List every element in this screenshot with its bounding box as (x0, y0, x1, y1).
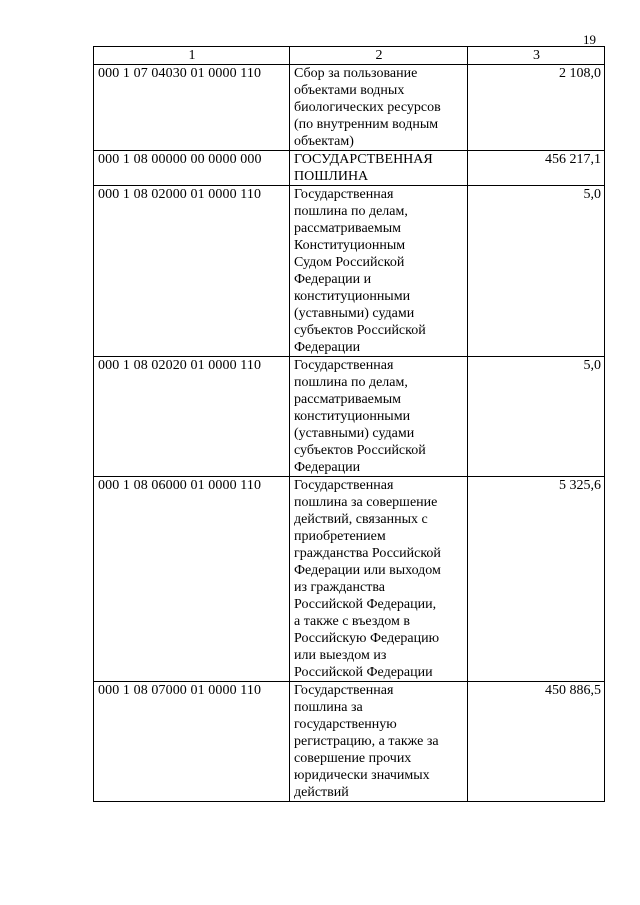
revenue-name-line: действий (294, 785, 349, 800)
revenue-name-line: Судом Российской (294, 255, 405, 270)
page-number: 19 (583, 32, 596, 47)
table-row (94, 65, 605, 151)
amount-cell: 2 108,0 (468, 65, 605, 151)
revenue-name-line: Государственная (294, 358, 394, 373)
revenue-name-line: из гражданства (294, 580, 385, 595)
revenue-name-line: (уставными) судами (294, 306, 415, 321)
table-row (94, 357, 605, 477)
header-row (94, 47, 605, 65)
table-header (94, 47, 605, 65)
revenue-name-line: пошлина по делам, (294, 375, 408, 390)
revenue-name-line: Российской Федерации, (294, 597, 437, 612)
revenue-name-line: государственную (294, 717, 397, 732)
revenue-name-line: субъектов Российской (294, 323, 426, 338)
header-col-1: 1 (94, 47, 290, 65)
table-body (94, 65, 605, 802)
revenue-name-line: (по внутренним водным (294, 117, 439, 132)
revenue-name-line: ПОШЛИНА (294, 169, 369, 184)
revenue-name-line: Федерации (294, 460, 361, 475)
header-col-2: 2 (290, 47, 468, 65)
revenue-name-line: конституционными (294, 289, 411, 304)
revenue-name-line: Российской Федерации (294, 665, 433, 680)
revenue-name-line: регистрацию, а также за (294, 734, 439, 749)
revenue-name-cell (290, 477, 468, 682)
revenue-name-line: Федерации (294, 340, 361, 355)
revenue-name-line: или выездом из (294, 648, 387, 663)
revenue-name-line: пошлина за (294, 700, 363, 715)
revenue-name-line: Российскую Федерацию (294, 631, 440, 646)
budget-code-cell: 000 1 08 07000 01 0000 110 (94, 682, 290, 802)
amount-cell: 456 217,1 (468, 151, 605, 186)
revenue-name-cell (290, 65, 468, 151)
revenue-name-line: пошлина за совершение (294, 495, 438, 510)
revenue-name-line: объектами водных (294, 83, 405, 98)
revenue-name-line: Государственная (294, 683, 394, 698)
revenue-name-line: Сбор за пользование (294, 66, 418, 81)
budget-code-cell: 000 1 08 02020 01 0000 110 (94, 357, 290, 477)
table-row (94, 477, 605, 682)
revenue-name-cell (290, 151, 468, 186)
revenue-name-line: Государственная (294, 478, 394, 493)
revenue-name-line: субъектов Российской (294, 443, 426, 458)
revenue-name-line: ГОСУДАРСТВЕННАЯ (294, 152, 433, 167)
budget-code-cell: 000 1 08 06000 01 0000 110 (94, 477, 290, 682)
revenue-table (93, 46, 605, 802)
amount-cell: 5,0 (468, 186, 605, 357)
revenue-name-line: Федерации или выходом (294, 563, 441, 578)
revenue-name-line: совершение прочих (294, 751, 412, 766)
revenue-name-line: гражданства Российской (294, 546, 441, 561)
revenue-name-line: действий, связанных с (294, 512, 428, 527)
amount-cell: 5,0 (468, 357, 605, 477)
revenue-name-line: рассматриваемым (294, 392, 402, 407)
revenue-name-line: рассматриваемым (294, 221, 402, 236)
header-col-3: 3 (468, 47, 605, 65)
revenue-name-line: приобретением (294, 529, 386, 544)
table-row (94, 682, 605, 802)
amount-cell: 450 886,5 (468, 682, 605, 802)
revenue-name-line: конституционными (294, 409, 411, 424)
revenue-name-line: Конституционным (294, 238, 406, 253)
table-row (94, 151, 605, 186)
table-row (94, 186, 605, 357)
budget-code-cell: 000 1 08 02000 01 0000 110 (94, 186, 290, 357)
revenue-name-line: юридически значимых (294, 768, 430, 783)
revenue-name-line: пошлина по делам, (294, 204, 408, 219)
budget-code-cell: 000 1 08 00000 00 0000 000 (94, 151, 290, 186)
revenue-name-line: (уставными) судами (294, 426, 415, 441)
revenue-name-cell (290, 186, 468, 357)
revenue-name-cell (290, 682, 468, 802)
budget-code-cell: 000 1 07 04030 01 0000 110 (94, 65, 290, 151)
revenue-name-line: Федерации и (294, 272, 372, 287)
revenue-name-line: а также с въездом в (294, 614, 410, 629)
amount-cell: 5 325,6 (468, 477, 605, 682)
revenue-name-line: объектам) (294, 134, 354, 149)
revenue-name-line: биологических ресурсов (294, 100, 441, 115)
revenue-name-cell (290, 357, 468, 477)
revenue-name-line: Государственная (294, 187, 394, 202)
